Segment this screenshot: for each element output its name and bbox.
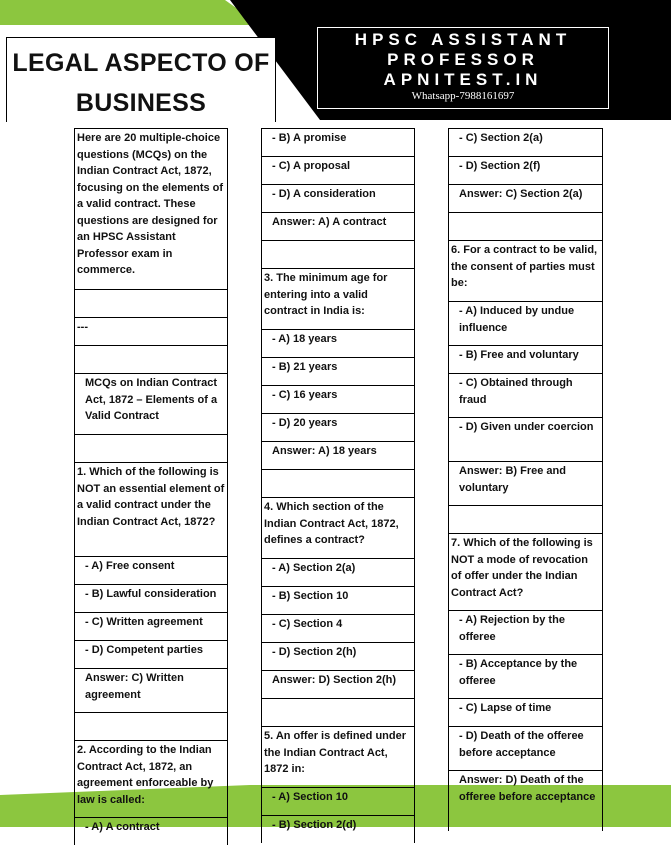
mcq-cell: Answer: D) Death of the offeree before acceptance [448, 770, 603, 831]
mcq-cell: Answer: C) Section 2(a) [448, 184, 603, 212]
mcq-cell: - A) Section 10 [261, 787, 415, 815]
mcq-cell: - D) Competent parties [74, 640, 228, 668]
mcq-cell: 4. Which section of the Indian Contract Act, 1872, defines a contract? [261, 497, 415, 558]
mcq-cell: - B) Section 2(d) [261, 815, 415, 843]
mcq-cell: Here are 20 multiple-choice questions (MCQs) on the Indian Contract Act, 1872, focusing on the elements of a valid contract. These questions are designed for an HPSC Assistant Professor exam in commerce. [74, 128, 228, 289]
mcq-cell: - B) Lawful consideration [74, 584, 228, 612]
empty-cell [74, 434, 228, 462]
mcq-cell: - A) Free consent [74, 556, 228, 584]
empty-cell [448, 212, 603, 240]
empty-cell [261, 240, 415, 268]
mcq-cell: 1. Which of the following is NOT an essential element of a valid contract under the Indian Contract Act, 1872? [74, 462, 228, 556]
brand-line-2: PROFESSOR [387, 50, 539, 69]
mcq-cell: - C) A proposal [261, 156, 415, 184]
mcq-column-3 [448, 128, 603, 831]
empty-cell [261, 698, 415, 726]
mcq-cell: - A) Section 2(a) [261, 558, 415, 586]
empty-cell [74, 712, 228, 740]
green-corner-decoration [0, 0, 260, 25]
mcq-cell: - D) Death of the offeree before acceptance [448, 726, 603, 770]
mcq-cell: 6. For a contract to be valid, the consent of parties must be: [448, 240, 603, 301]
empty-cell [448, 505, 603, 533]
mcq-cell: Answer: D) Section 2(h) [261, 670, 415, 698]
mcq-cell: - B) Free and voluntary [448, 345, 603, 373]
mcq-cell: - A) A contract [74, 817, 228, 845]
mcq-cell: - D) Section 2(h) [261, 642, 415, 670]
mcq-cell: - A) 18 years [261, 329, 415, 357]
title-line-2: BUSINESS [75, 89, 207, 117]
empty-cell [74, 289, 228, 317]
brand-box [317, 27, 609, 109]
brand-line-3: APNITEST.IN [383, 70, 543, 89]
mcq-cell: - D) A consideration [261, 184, 415, 212]
mcq-column-1 [74, 128, 228, 845]
mcq-cell: - D) 20 years [261, 413, 415, 441]
mcq-cell: Answer: B) Free and voluntary [448, 461, 603, 505]
mcq-cell: - C) Section 4 [261, 614, 415, 642]
mcq-cell: Answer: A) A contract [261, 212, 415, 240]
mcq-cell: 7. Which of the following is NOT a mode of revocation of offer under the Indian Contract Act? [448, 533, 603, 610]
title-line-1: LEGAL ASPECTO OF [12, 49, 270, 77]
mcq-cell: - B) A promise [261, 128, 415, 156]
mcq-cell: MCQs on Indian Contract Act, 1872 – Elements of a Valid Contract [74, 373, 228, 434]
mcq-cell: Answer: C) Written agreement [74, 668, 228, 712]
mcq-cell: --- [74, 317, 228, 345]
mcq-cell: - B) Acceptance by the offeree [448, 654, 603, 698]
mcq-cell: Answer: A) 18 years [261, 441, 415, 469]
mcq-cell: - C) Written agreement [74, 612, 228, 640]
mcq-cell: - C) Lapse of time [448, 698, 603, 726]
mcq-cell: 3. The minimum age for entering into a valid contract in India is: [261, 268, 415, 329]
mcq-cell: 5. An offer is defined under the Indian Contract Act, 1872 in: [261, 726, 415, 787]
empty-cell [74, 345, 228, 373]
mcq-cell: - D) Section 2(f) [448, 156, 603, 184]
document-title [6, 37, 276, 122]
mcq-cell: - B) 21 years [261, 357, 415, 385]
mcq-cell: - A) Induced by undue influence [448, 301, 603, 345]
mcq-cell: - C) 16 years [261, 385, 415, 413]
whatsapp-number: Whatsapp-7988161697 [411, 90, 515, 102]
empty-cell [261, 469, 415, 497]
brand-line-1: HPSC ASSISTANT [354, 30, 572, 49]
mcq-cell: - C) Section 2(a) [448, 128, 603, 156]
mcq-cell: - B) Section 10 [261, 586, 415, 614]
mcq-cell: - A) Rejection by the offeree [448, 610, 603, 654]
mcq-cell: 2. According to the Indian Contract Act, 1872, an agreement enforceable by law is called: [74, 740, 228, 817]
mcq-cell: - D) Given under coercion [448, 417, 603, 461]
mcq-column-2 [261, 128, 415, 843]
mcq-cell: - C) Obtained through fraud [448, 373, 603, 417]
